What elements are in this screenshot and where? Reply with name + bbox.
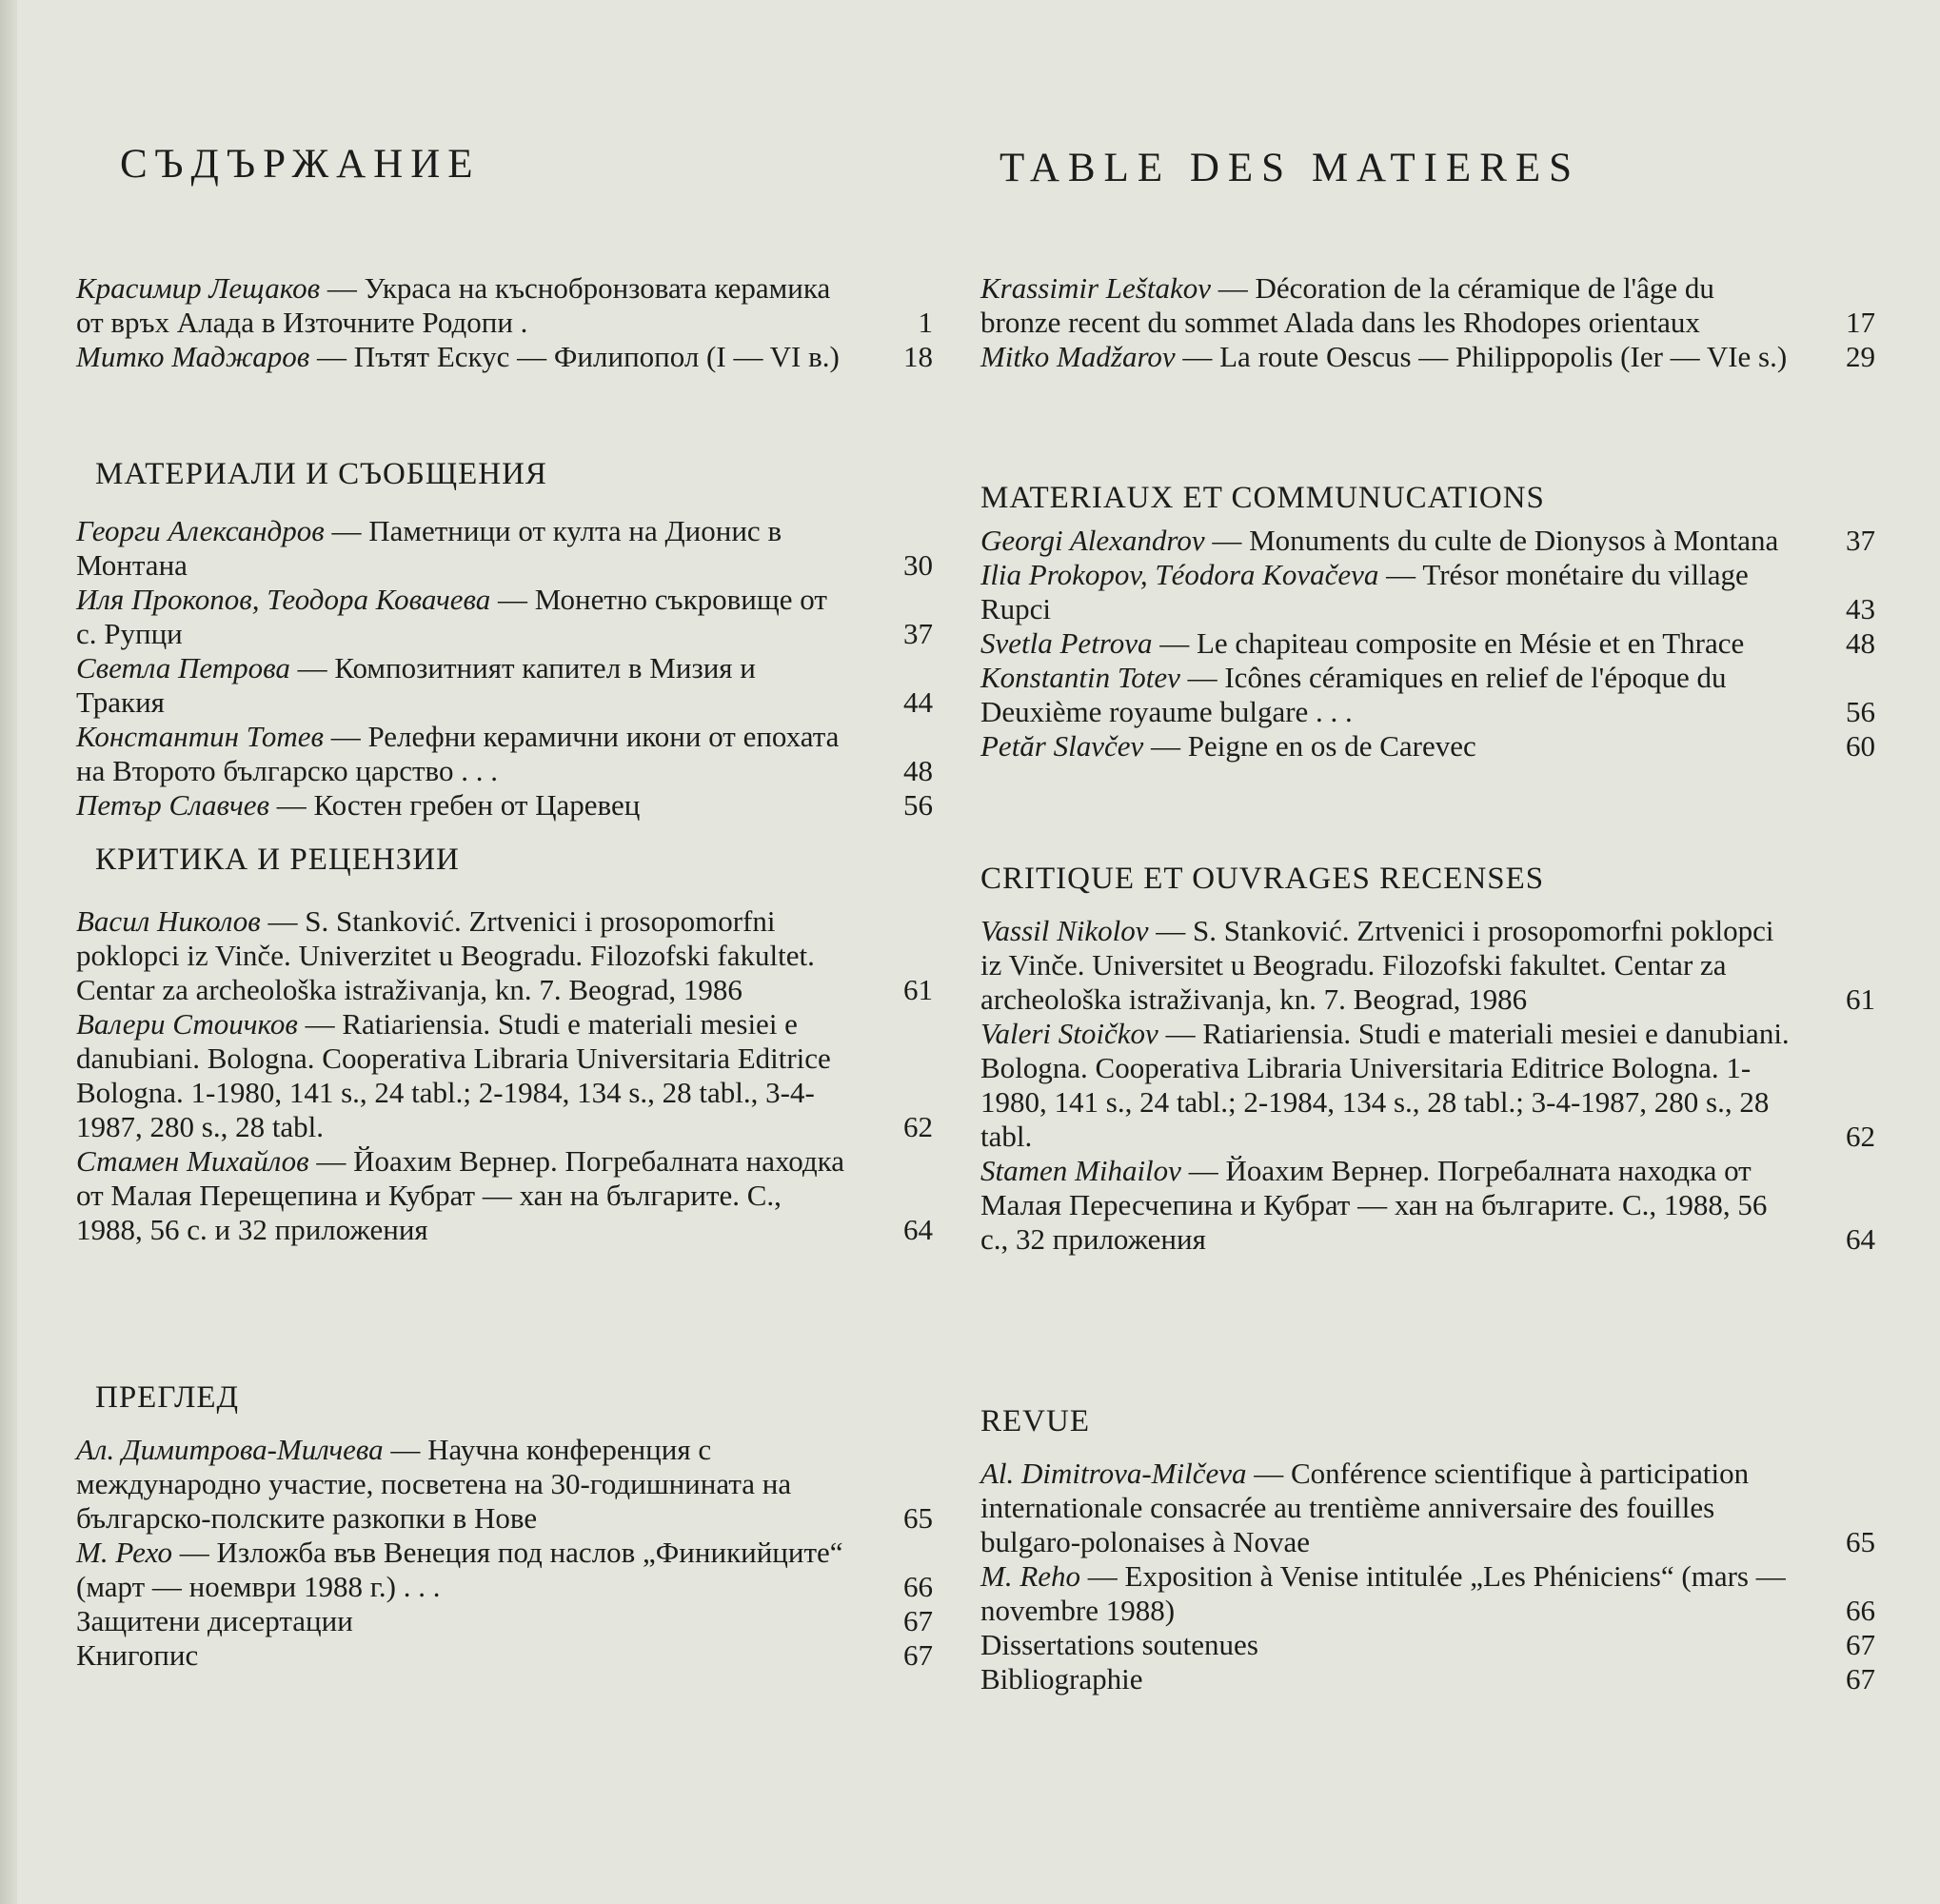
entry-separator: — — [297, 1007, 343, 1041]
entry-separator: — — [309, 340, 354, 373]
section-entries — [76, 1433, 933, 1673]
entry-title: Изложба във Венеция под наслов „Финикийците“ (март — ноември 1988 г.) . . . — [76, 1536, 843, 1603]
entry-page-number: 67 — [1846, 1628, 1875, 1661]
entry-title: Monuments du culte de Dionysos à Montana — [1249, 524, 1779, 557]
toc-entry — [76, 1144, 933, 1247]
toc-entry — [980, 1628, 1875, 1662]
entry-title: Костен гребен от Царевец — [313, 788, 641, 822]
entry-title: Bibliographie — [980, 1662, 1143, 1696]
entry-page-number: 60 — [1846, 729, 1875, 763]
entry-page-number: 48 — [1846, 626, 1875, 660]
entry-author: M. Reho — [980, 1559, 1081, 1593]
entry-title: Décoration de la céramique de l'âge du bronze recent du sommet Alada dans les Rhodopes orientaux — [980, 271, 1714, 339]
entry-separator: — — [1148, 914, 1194, 947]
entry-title: S. Stanković. Zrtvenici i prosopomorfni poklopci iz Vinče. Univerzitet u Beogradu. Filozofski fakultet. Centar za archeološka istraživanja, kn. 7. Beograd, 1986 — [76, 904, 815, 1006]
entry-title: Le chapiteau composite en Mésie et en Thrace — [1196, 626, 1745, 660]
toc-entry — [76, 1638, 933, 1673]
entry-title: Книгопис — [76, 1638, 199, 1672]
section-heading: КРИТИКА И РЕЦЕНЗИИ — [95, 843, 460, 877]
toc-entry — [980, 524, 1875, 558]
entry-title: Композитният капител в Мизия и Тракия — [76, 651, 756, 719]
entry-author: Митко Маджаров — [76, 340, 310, 373]
entry-page-number: 64 — [1846, 1222, 1875, 1256]
toc-title-bg: СЪДЪРЖАНИЕ — [120, 142, 481, 187]
section-entries — [76, 514, 933, 823]
entry-separator: — — [320, 271, 365, 305]
entry-page-number: 61 — [1846, 982, 1875, 1016]
entry-author: Stamen Mihailov — [980, 1154, 1181, 1187]
entry-title: Монетно съкровище от с. Рупци — [76, 583, 827, 650]
entry-page-number: 48 — [903, 754, 933, 787]
entry-page-number: 67 — [903, 1604, 933, 1637]
entry-separator: — — [490, 583, 535, 616]
entry-author: М. Рехо — [76, 1536, 172, 1569]
entry-author: Ilia Prokopov, Téodora Kovačeva — [980, 558, 1379, 591]
toc-entry — [980, 1457, 1875, 1559]
toc-entry — [980, 558, 1875, 626]
toc-entry — [980, 661, 1875, 729]
entry-page-number: 65 — [903, 1501, 933, 1535]
entry-author: Georgi Alexandrov — [980, 524, 1205, 557]
entry-separator: — — [1143, 729, 1188, 763]
entry-title: Icônes céramiques en relief de l'époque du Deuxième royaume bulgare . . . — [980, 661, 1727, 728]
entry-title: Паметници от култа на Дионис в Монтана — [76, 514, 782, 582]
entry-page-number: 62 — [1846, 1120, 1875, 1153]
top-entries — [76, 271, 933, 374]
entry-separator: — — [171, 1536, 217, 1569]
entry-author: Petăr Slavčev — [980, 729, 1144, 763]
entry-author: Vassil Nikolov — [980, 914, 1149, 947]
entry-separator: — — [323, 720, 368, 753]
toc-entry — [980, 1017, 1875, 1154]
toc-title-fr: TABLE DES MATIERES — [1000, 146, 1581, 190]
entry-page-number: 44 — [903, 685, 933, 719]
entry-separator: — — [289, 651, 335, 684]
entry-title: Peigne en os de Carevec — [1187, 729, 1476, 763]
entry-page-number: 62 — [903, 1110, 933, 1143]
entry-page-number: 37 — [1846, 524, 1875, 557]
toc-entry — [980, 340, 1875, 374]
entry-title: Ratiariensia. Studi e materiali mesiei e danubiani. Bologna. Cooperativa Libraria Universitaria Editrice Bologna. 1-1980, 141 s., 24 tabl.; 2-1984, 134 s., 28 tabl.; 3-4-1987, 280 s., 28 tabl. — [980, 1017, 1790, 1153]
entry-title: Conférence scientifique à participation internationale consacrée au trentième anniversaire des fouilles bulgaro-polonaises à Novae — [980, 1457, 1750, 1558]
entry-author: Георги Александров — [76, 514, 325, 547]
entry-page-number: 66 — [903, 1570, 933, 1603]
entry-title: Ratiariensia. Studi e materiali mesiei e danubiani. Bologna. Cooperativa Libraria Universitaria Editrice Bologna. 1-1980, 141 s., 24 tabl.; 2-1984, 134 s., 28 tabl., 3-4-1987, 280 s., 28 tabl. — [76, 1007, 831, 1143]
toc-entry — [76, 271, 933, 340]
entry-page-number: 30 — [903, 548, 933, 582]
entry-author: Стамен Михайлов — [76, 1144, 309, 1178]
entry-separator: — — [383, 1433, 428, 1466]
entry-title: Научна конференция с международно участие, посветена на 30-годишнината на българско-полските разкопки в Нове — [76, 1433, 792, 1535]
entry-separator: — — [1179, 661, 1225, 694]
entry-title: Украса на къснобронзовата керамика от връх Алада в Източните Родопи . — [76, 271, 831, 339]
entry-page-number: 1 — [918, 306, 933, 339]
page-edge — [0, 0, 17, 1904]
entry-author: Konstantin Totev — [980, 661, 1180, 694]
entry-page-number: 67 — [1846, 1662, 1875, 1696]
toc-entry — [980, 626, 1875, 661]
toc-entry — [980, 914, 1875, 1017]
entry-title: Йоахим Вернер. Погребалната находка от Малая Перещепина и Кубрат — хан на българите. С., 1988, 56 с. и 32 приложения — [76, 1144, 844, 1246]
entry-page-number: 17 — [1846, 306, 1875, 339]
section-heading: REVUE — [980, 1404, 1090, 1438]
toc-entry — [980, 1559, 1875, 1628]
entry-title: Dissertations soutenues — [980, 1628, 1258, 1661]
top-entries — [980, 271, 1875, 374]
toc-entry — [76, 788, 933, 823]
toc-entry — [76, 514, 933, 583]
entry-separator: — — [1158, 1017, 1203, 1050]
entry-author: Валери Стоичков — [76, 1007, 298, 1041]
entry-title: La route Oescus — Philippopolis (Ier — VIe s.) — [1219, 340, 1788, 373]
entry-author: Krassimir Leštakov — [980, 271, 1211, 305]
toc-entry — [76, 1604, 933, 1638]
section-entries — [980, 1457, 1875, 1696]
toc-entry — [76, 340, 933, 374]
toc-entry — [980, 1662, 1875, 1696]
entry-title: Пътят Ескус — Филипопол (I — VI в.) — [353, 340, 840, 373]
entry-page-number: 61 — [903, 973, 933, 1006]
entry-author: Красимир Лещаков — [76, 271, 321, 305]
entry-separator: — — [1378, 558, 1423, 591]
entry-author: Васил Николов — [76, 904, 261, 938]
entry-page-number: 56 — [903, 788, 933, 822]
section-heading: ПРЕГЛЕД — [95, 1380, 239, 1415]
entry-separator: — — [269, 788, 314, 822]
entry-page-number: 29 — [1846, 340, 1875, 373]
toc-entry — [980, 729, 1875, 764]
entry-title: Релефни керамични икони от епохата на Второто българско царство . . . — [76, 720, 840, 787]
entry-separator: — — [1204, 524, 1250, 557]
entry-page-number: 37 — [903, 617, 933, 650]
toc-entry — [76, 583, 933, 651]
entry-title: Защитени дисертации — [76, 1604, 353, 1637]
entry-author: Светла Петрова — [76, 651, 290, 684]
entry-separator: — — [324, 514, 369, 547]
toc-entry — [76, 904, 933, 1007]
entry-separator: — — [1246, 1457, 1291, 1490]
entry-page-number: 66 — [1846, 1594, 1875, 1627]
entry-separator: — — [1152, 626, 1197, 660]
entry-title: Йоахим Вернер. Погребалната находка от Малая Пересчепина и Кубрат — хан на българите. С., 1988, 56 с., 32 приложения — [980, 1154, 1768, 1256]
toc-entry — [76, 651, 933, 720]
entry-author: Петър Славчев — [76, 788, 269, 822]
entry-author: Valeri Stoičkov — [980, 1017, 1158, 1050]
entry-author: Al. Dimitrova-Milčeva — [980, 1457, 1247, 1490]
toc-entry — [76, 1007, 933, 1144]
entry-author: Ал. Димитрова-Милчева — [76, 1433, 384, 1466]
entry-separator: — — [1180, 1154, 1226, 1187]
toc-entry — [76, 1433, 933, 1536]
entry-page-number: 67 — [903, 1638, 933, 1672]
toc-entry — [980, 1154, 1875, 1257]
section-entries — [980, 914, 1875, 1257]
entry-page-number: 64 — [903, 1213, 933, 1246]
toc-entry — [76, 1536, 933, 1604]
entry-page-number: 18 — [903, 340, 933, 373]
section-heading: CRITIQUE ET OUVRAGES RECENSES — [980, 862, 1545, 896]
toc-entry — [980, 271, 1875, 340]
entry-page-number: 65 — [1846, 1525, 1875, 1558]
entry-title: Trésor monétaire du village Rupci — [980, 558, 1749, 625]
section-heading: МАТЕРИАЛИ И СЪОБЩЕНИЯ — [95, 457, 547, 491]
entry-title: Exposition à Venise intitulée „Les Phéniciens“ (mars — novembre 1988) — [980, 1559, 1786, 1627]
entry-separator: — — [1175, 340, 1220, 373]
entry-separator: — — [308, 1144, 354, 1178]
entry-title: S. Stanković. Zrtvenici i prosopomorfni poklopci iz Vinče. Universitet u Beogradu. Filozofski fakultet. Centar za archeološka istraživanja, kn. 7. Beograd, 1986 — [980, 914, 1774, 1016]
section-entries — [76, 904, 933, 1247]
entry-separator: — — [1211, 271, 1256, 305]
entry-author: Иля Прокопов, Теодора Ковачева — [76, 583, 491, 616]
entry-author: Mitko Madžarov — [980, 340, 1176, 373]
section-entries — [980, 524, 1875, 764]
entry-separator: — — [260, 904, 306, 938]
entry-author: Svetla Petrova — [980, 626, 1153, 660]
toc-entry — [76, 720, 933, 788]
entry-separator: — — [1080, 1559, 1125, 1593]
section-heading: MATERIAUX ET COMMUNUCATIONS — [980, 481, 1545, 515]
entry-page-number: 43 — [1846, 592, 1875, 625]
entry-page-number: 56 — [1846, 695, 1875, 728]
entry-author: Константин Тотев — [76, 720, 324, 753]
